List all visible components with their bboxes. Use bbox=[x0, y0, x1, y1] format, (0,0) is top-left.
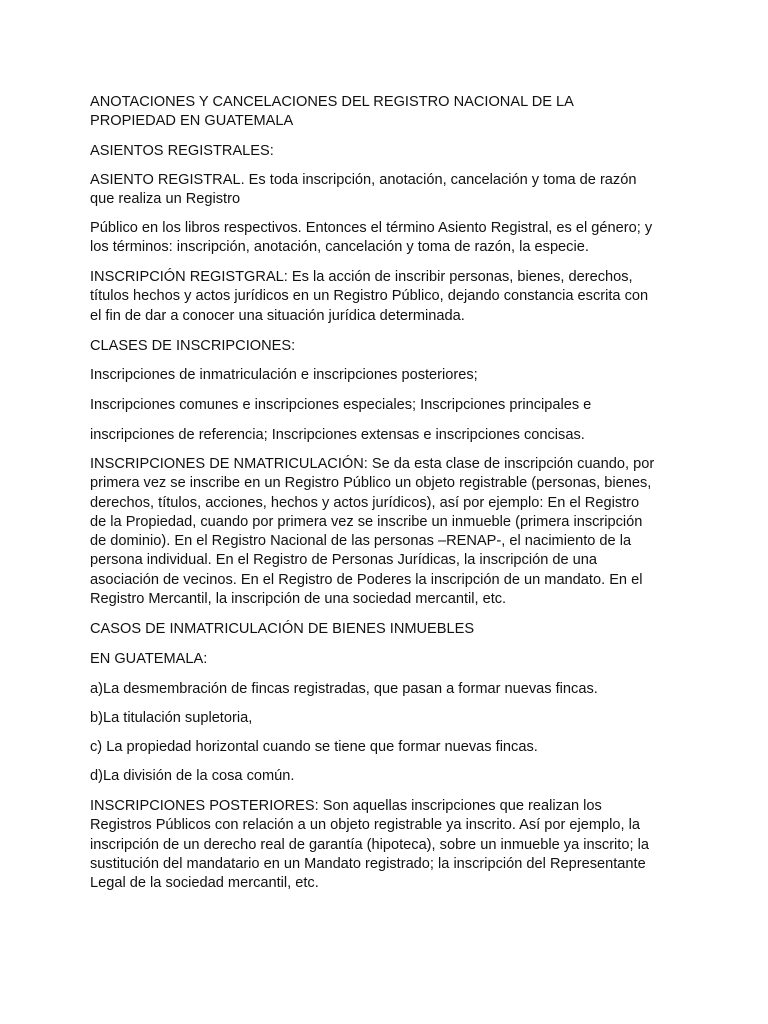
heading-clases-de-inscripciones: CLASES DE INSCRIPCIONES: bbox=[90, 338, 296, 354]
paragraph-registro-publico: Público en los libros respectivos. Entonces el término Asiento Registral, es el género; y los términos: inscripción, anotación, cancelación y toma de razón, la especie. bbox=[90, 220, 653, 256]
list-item-d: d)La división de la cosa común. bbox=[90, 768, 295, 784]
heading-en-guatemala: EN GUATEMALA: bbox=[90, 651, 208, 667]
list-item-b: b)La titulación supletoria, bbox=[90, 710, 253, 726]
list-item-comunes-especiales: Inscripciones comunes e inscripciones especiales; Inscripciones principales e bbox=[90, 397, 592, 413]
paragraph-inscripciones-de-inmatriculacion: INSCRIPCIONES DE NMATRICULACIÓN: Se da esta clase de inscripción cuando, por primera vez se inscribe en un Registro Público un objeto registrable (personas, bienes, derechos, títulos, acciones, hechos y actos jurídicos), así por ejemplo: En el Registro de la Propiedad, cuando por primera vez se inscribe un inmueble (primera inscripción de dominio). En el Registro Nacional de las personas –RENAP-, el nacimiento de la persona individual. En el Registro de Personas Jurídicas, la inscripción de una asociación de vecinos. En el Registro de Poderes la inscripción de un mandato. En el Registro Mercantil, la inscripción de una sociedad mercantil, etc. bbox=[90, 456, 655, 608]
list-item-c: c) La propiedad horizontal cuando se tiene que formar nuevas fincas. bbox=[90, 739, 538, 755]
heading-casos-de-inmatriculacion: CASOS DE INMATRICULACIÓN DE BIENES INMUEBLES bbox=[90, 621, 475, 637]
list-item-referencia-extensas: inscripciones de referencia; Inscripciones extensas e inscripciones concisas. bbox=[90, 427, 585, 443]
paragraph-inscripciones-posteriores: INSCRIPCIONES POSTERIORES: Son aquellas inscripciones que realizan los Registros Públicos con relación a un objeto registrable ya inscrito. Así por ejemplo, la inscripción de un derecho real de garantía (hipoteca), sobre un inmueble ya inscrito; la sustitución del mandatario en un Mandato registrado; la inscripción del Representante Legal de la sociedad mercantil, etc. bbox=[90, 798, 649, 892]
list-item-inmatriculacion: Inscripciones de inmatriculación e inscripciones posteriores; bbox=[90, 367, 478, 383]
heading-asientos-registrales: ASIENTOS REGISTRALES: bbox=[90, 143, 274, 159]
paragraph-inscripcion-registral: INSCRIPCIÓN REGISTGRAL: Es la acción de inscribir personas, bienes, derechos, títulos hechos y actos jurídicos en un Registro Público, dejando constancia escrita con el fin de dar a conocer una situación jurídica determinada. bbox=[90, 269, 649, 324]
list-item-a: a)La desmembración de fincas registradas, que pasan a formar nuevas fincas. bbox=[90, 681, 598, 697]
paragraph-asiento-registral: ASIENTO REGISTRAL. Es toda inscripción, anotación, cancelación y toma de razón que realiza un Registro bbox=[90, 172, 637, 208]
document-title: ANOTACIONES Y CANCELACIONES DEL REGISTRO NACIONAL DE LA PROPIEDAD EN GUATEMALA bbox=[90, 94, 574, 130]
